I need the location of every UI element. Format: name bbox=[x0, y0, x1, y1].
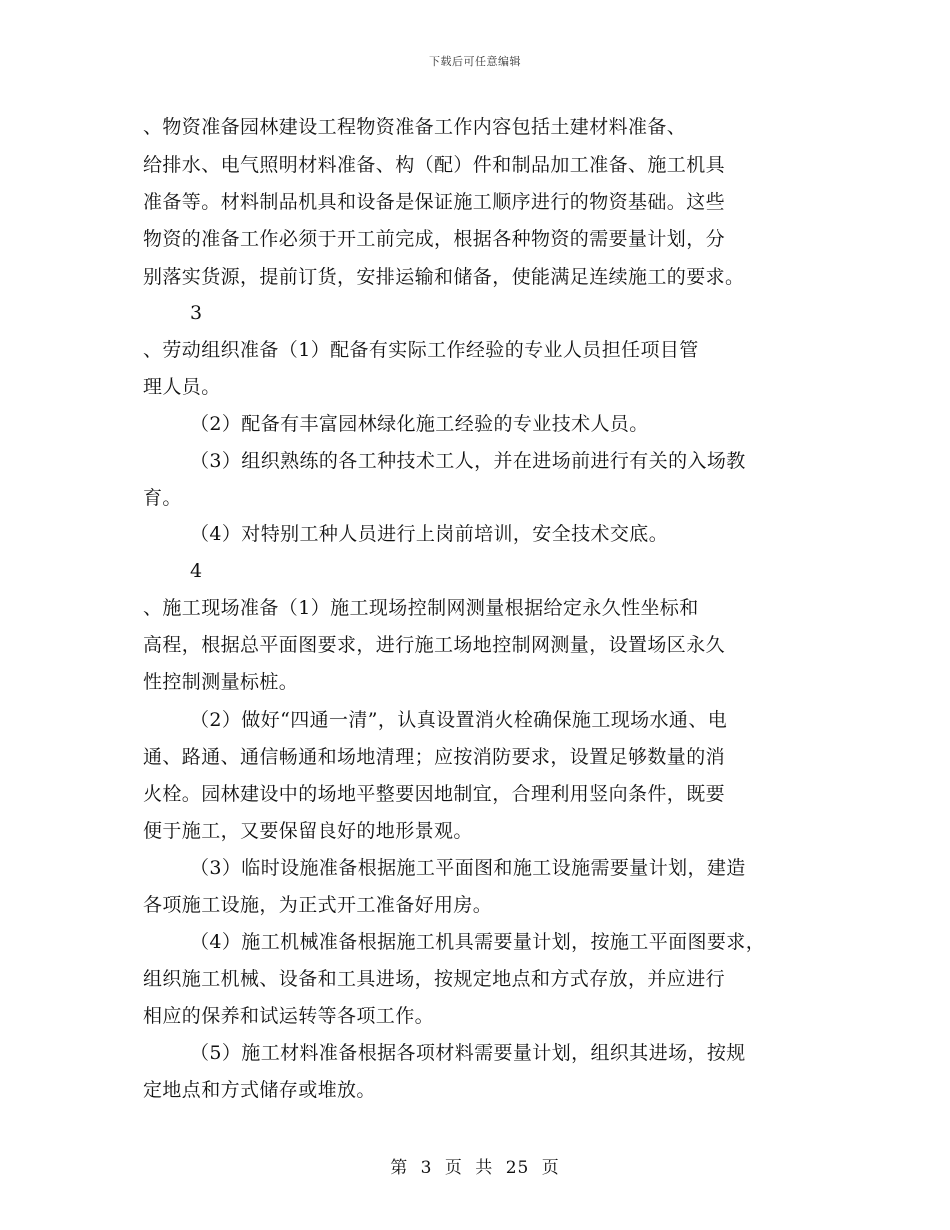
text-line: 给排水、电气照明材料准备、构（配）件和制品加工准备、施工机具 bbox=[143, 154, 726, 176]
page-footer: 第 3 页 共 25 页 bbox=[390, 1158, 560, 1178]
text-line: 便于施工，又要保留良好的地形景观。 bbox=[143, 820, 473, 842]
text-line: 通、路通、通信畅通和场地清理；应按消防要求，设置足够数量的消 bbox=[143, 746, 726, 768]
text-line: 、劳动组织准备（1）配备有实际工作经验的专业人员担任项目管 bbox=[143, 339, 699, 361]
text-line: 组织施工机械、设备和工具进场，按规定地点和方式存放，并应进行 bbox=[143, 968, 726, 990]
text-line: （5）施工材料准备根据各项材料需要量计划，组织其进场，按规 bbox=[190, 1042, 746, 1064]
text-line: 育。 bbox=[143, 487, 182, 509]
text-line: 高程，根据总平面图要求，进行施工场地控制网测量，设置场区永久 bbox=[143, 634, 726, 656]
text-line: （3）临时设施准备根据施工平面图和施工设施需要量计划，建造 bbox=[190, 857, 746, 879]
text-line: 物资的准备工作必须于开工前完成，根据各种物资的需要量计划，分 bbox=[143, 228, 726, 250]
text-line: 、物资准备园林建设工程物资准备工作内容包括土建材料准备、 bbox=[143, 116, 687, 138]
section-number: 4 bbox=[190, 560, 203, 582]
text-line: 火栓。园林建设中的场地平整要因地制宜，合理利用竖向条件，既要 bbox=[143, 783, 726, 805]
text-line: 理人员。 bbox=[143, 376, 221, 398]
text-line: 相应的保养和试运转等各项工作。 bbox=[143, 1005, 435, 1027]
text-line: （3）组织熟练的各工种技术工人，并在进场前进行有关的入场教 bbox=[190, 450, 746, 472]
section-number: 3 bbox=[190, 302, 203, 324]
text-line: （2）做好“四通一清”，认真设置消火栓确保施工现场水通、电 bbox=[190, 709, 728, 731]
text-line: （4）对特别工种人员进行上岗前培训，安全技术交底。 bbox=[190, 523, 669, 545]
text-line: 、施工现场准备（1）施工现场控制网测量根据给定永久性坐标和 bbox=[143, 597, 699, 619]
text-line: 性控制测量标桩。 bbox=[143, 671, 299, 693]
text-line: 准备等。材料制品机具和设备是保证施工顺序进行的物资基础。这些 bbox=[143, 191, 726, 213]
text-line: 各项施工设施，为正式开工准备好用房。 bbox=[143, 894, 493, 916]
text-line: 别落实货源，提前订货，安排运输和储备，使能满足连续施工的要求。 bbox=[143, 266, 745, 288]
text-line: （4）施工机械准备根据施工机具需要量计划，按施工平面图要求， bbox=[190, 931, 766, 953]
text-line: 定地点和方式储存或堆放。 bbox=[143, 1079, 376, 1101]
page-header: 下载后可任意编辑 bbox=[429, 55, 521, 68]
text-line: （2）配备有丰富园林绿化施工经验的专业技术人员。 bbox=[190, 413, 649, 435]
